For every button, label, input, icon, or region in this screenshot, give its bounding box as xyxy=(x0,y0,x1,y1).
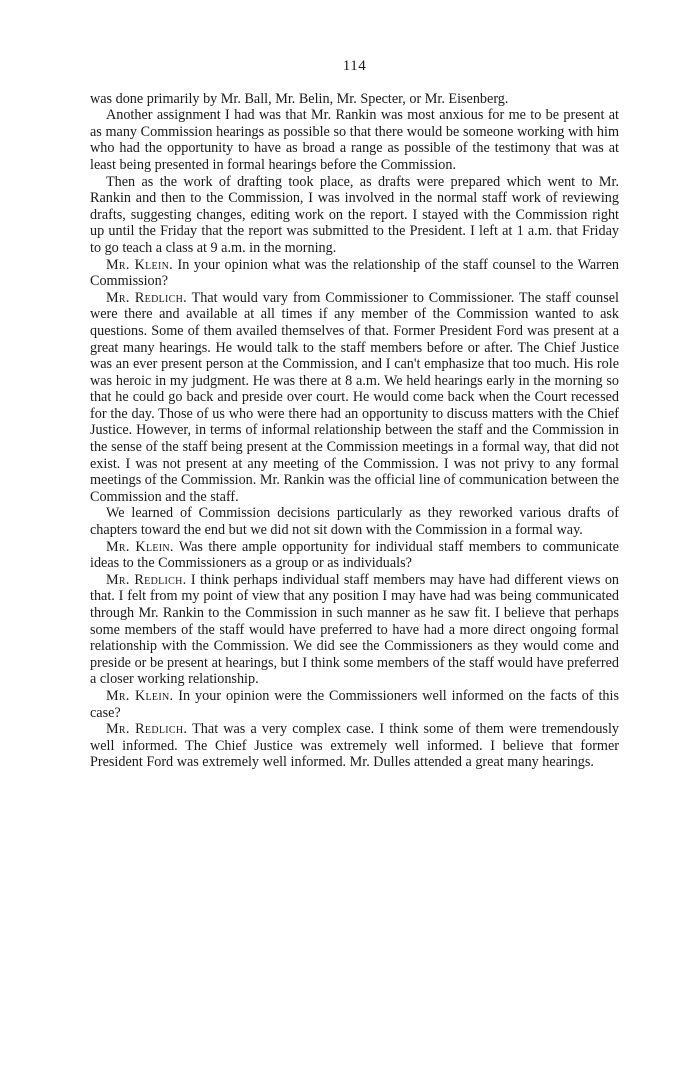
page-number: 114 xyxy=(342,58,367,74)
paragraph-text: That was a very complex case. I think some of them were tremendously well informed. The Chief Justice was extremely well informed. I believe that former President Ford was extremely well informed. Mr. Dulles attended a great many hearings. xyxy=(90,721,619,771)
speaker-label: Mr. Redlich. xyxy=(106,571,187,588)
document-page xyxy=(90,58,619,771)
paragraph xyxy=(90,505,619,538)
speaker-label: Mr. Klein. xyxy=(106,256,173,273)
paragraph xyxy=(90,257,619,290)
paragraph-text: In your opinion were the Commissioners well informed on the facts of this case? xyxy=(90,687,619,721)
speaker-label: Mr. Redlich. xyxy=(106,721,188,738)
paragraph xyxy=(90,572,619,688)
paragraph xyxy=(90,688,619,721)
speaker-label: Mr. Klein. xyxy=(106,538,174,555)
paragraph-text: was done primarily by Mr. Ball, Mr. Belin, Mr. Specter, or Mr. Eisenberg. xyxy=(90,90,509,107)
paragraph-text: In your opinion what was the relationship of the staff counsel to the Warren Commission? xyxy=(90,256,619,290)
paragraph xyxy=(90,174,619,257)
document-body xyxy=(90,91,619,771)
paragraph-text: That would vary from Commissioner to Commissioner. The staff counsel were there and available at all times if any member of the Commission wanted to ask questions. Some of them availed themselves of that. Former President Ford was present at a great many hearings. He would talk to the staff members before or after. The Chief Justice was an ever present person at the Commission, and I can't emphasize that too much. His role was heroic in my judgment. He was there at 8 a.m. We held hearings early in the morning so that he could go back and preside over court. He would come back when the Court recessed for the day. Those of us who were there had an opportunity to discuss matters with the Chief Justice. However, in terms of informal relationship between the staff and the Commission in the sense of the staff being present at the Commission meetings in a formal way, that did not exist. I was not present at any meeting of the Commission. I was not privy to any formal meetings of the Commission. Mr. Rankin was the official line of communication between the Commission and the staff. xyxy=(90,289,619,505)
paragraph-text: I think perhaps individual staff members may have had different views on that. I felt from my point of view that any position I may have had was being communicated through Mr. Rankin to the Commission in such manner as he saw fit. I believe that perhaps some members of the staff would have preferred to have had a more direct ongoing formal relationship with the Commission. We did see the Commissioners as they would come and preside or be present at hearings, but I think some members of the staff would have preferred a closer working relationship. xyxy=(90,571,620,688)
paragraph-text: We learned of Commission decisions particularly as they reworked various drafts of chapters toward the end but we did not sit down with the Commission in a formal way. xyxy=(90,505,619,539)
paragraph xyxy=(90,91,619,108)
paragraph-text: Then as the work of drafting took place, as drafts were prepared which went to Mr. Rankin and then to the Commission, I was involved in the normal staff work of reviewing drafts, suggesting changes, editing work on the report. I stayed with the Commission right up until the Friday that the report was submitted to the President. I left at 1 a.m. that Friday to go teach a class at 9 a.m. in the morning. xyxy=(90,173,619,256)
speaker-label: Mr. Redlich. xyxy=(106,289,187,306)
paragraph-text: Another assignment I had was that Mr. Rankin was most anxious for me to be present at as many Commission hearings as possible so that there would be someone working with him who had the opportunity to have as broad a range as possible of the testimony that was at least being presented in formal hearings before the Commission. xyxy=(90,107,619,173)
paragraph xyxy=(90,721,619,771)
speaker-label: Mr. Klein. xyxy=(106,687,174,704)
paragraph xyxy=(90,539,619,572)
paragraph-text: Was there ample opportunity for individual staff members to communicate ideas to the Commissioners as a group or as individuals? xyxy=(90,538,619,572)
paragraph xyxy=(90,107,619,173)
paragraph xyxy=(90,290,619,506)
